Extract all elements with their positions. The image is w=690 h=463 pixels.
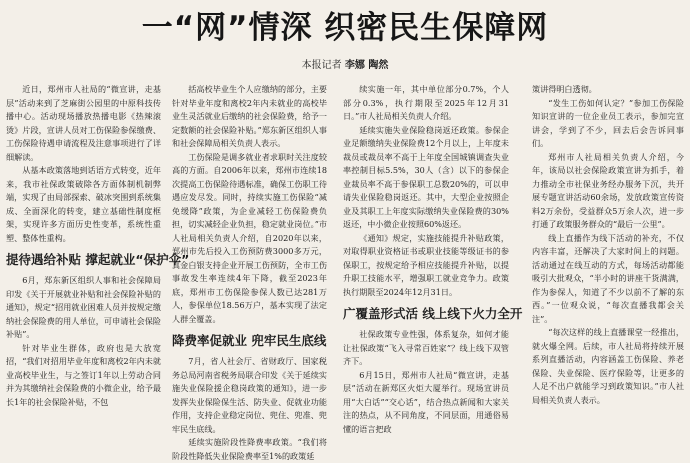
article-column-1 [6, 83, 190, 407]
paragraph: 社保政策专业性强，体系复杂，如何才能让社保政策“飞入寻常百姓家”？线上线下双管齐下。 [343, 329, 509, 366]
paragraph: 策讲得明白透彻。 [532, 84, 597, 94]
byline-prefix: 本报记者 [301, 60, 342, 71]
section-heading: 提待遇给补贴 撑起就业“保护伞” [6, 252, 190, 267]
paragraph: 郑州市人社局相关负责人介绍，今年，该局以社会保险政策宣讲为抓手，着力推动全市社保业务经办服务下沉，共开展专题宣讲活动60余场，发放政策宣传资料2万余份，受益群众5万余人次，进一步打通了政策服务群众的“最后一公里”。 [532, 151, 684, 229]
paragraph: 6月，郑东新区组织人事和社会保障局印发《关于开展就业补贴和社会保险补贴的通知》，规定“招用就业困难人员并按规定缴纳社会保险费的用人单位，可申请社会保险补贴”。 [6, 275, 161, 339]
paragraph: 续实施一年，其中单位部分0.7%，个人部分0.3%，执行期限至2025年12月31日。”市人社局相关负责人介绍。 [343, 84, 509, 121]
paragraph: 7月，省人社会厅、省财政厅、国家税务总局河南省税务局联合印发《关于延续实施失业保险援企稳岗政策的通知》，进一步发挥失业保险保生活、防失业、促就业功能作用，支持企业稳定岗位、兜住、兜准、兜牢民生底线。 [172, 356, 327, 434]
section-heading: 降费率促就业 兜牢民生底线 [172, 333, 327, 348]
byline-authors: 李娜 陶然 [344, 60, 389, 71]
headline: 一“网”情深 织密民生保障网 [141, 10, 549, 46]
byline [0, 56, 690, 71]
paragraph: 括高校毕业生个人应缴纳的部分，主要针对毕业年度和离校2年内未就业的高校毕业生灵活就业后缴纳的社会保险费，给予一定数额的社会保险补贴。”郑东新区组织人事和社会保障局相关负责人表示。 [172, 84, 327, 148]
paragraph: 从基本政策落地到话语方式转变，近年来，我市社保政策破除各方面体制机制弊端，实现了由局部探索、破冰突围到系统集成、全面深化的转变，建立基础性制度框架，实现许多方面历史性变革，系统性重塑、整体性重构。 [6, 165, 161, 243]
paragraph: 延续实施阶段性降费率政策。“我们将阶段性降低失业保险费率至1%的政策延 [172, 437, 327, 461]
section-heading: 广覆盖形式活 线上线下火力全开 [343, 306, 523, 321]
paragraph: “每次这样的线上直播课堂一经推出，就火爆全网。后续，市人社局将持续开展系列直播活动，内容涵盖工伤保险、养老保险、失业保险、医疗保险等，让更多的人足不出户就能学习到政策知识。”市人社局相关负责人表示。 [532, 327, 684, 405]
paragraph: 针对毕业生群体，政府也是大放宽招，“我们对招用毕业年度和离校2年内未就业高校毕业生，与之签订1年以上劳动合同并为其缴纳社会保险费的小微企业，给予最长1年的社会保险补贴，不包 [6, 342, 161, 407]
paragraph: 延续实施失业保险稳岗返还政策。参保企业足额缴纳失业保险费12个月以上，上年度未裁员或裁员率不高于上年度全国城镇调查失业率控制目标5.5%，30人（含）以下的参保企业裁员率不高于参保职工总数20%的，可以申请失业保险稳岗返还。其中，大型企业按照企业及其职工上年度实际缴纳失业保险费的30%返还，中小微企业按照60%返还。 [343, 124, 509, 229]
paragraph: 6月15日，郑州市人社局“微宣讲，走基层”活动在新郑区火炬大厦举行。现场宣讲员用“大白话”“交心话”，结合热点新闻和大家关注的热点，从不同角度，不同层面，用通俗易懂的语言把政 [343, 369, 509, 434]
paragraph: 近日，郑州市人社局的“微宣讲，走基层”活动来到了芝麻街公园里的中原科技传播中心。活动现场播放热播电影《热辣滚烫》片段，宣讲人员对工伤保险参保缴费、工伤保险待遇申请流程及注意事项进行了详细解读。 [6, 84, 161, 162]
paragraph: 《通知》规定，实施技能提升补贴政策，对取得职业资格证书或职业技能等级证书的参保职工，按规定给予相应技能提升补贴，以提升职工技能水平，增强职工就业竞争力。政策执行期限至2024年12月31日。 [343, 232, 509, 297]
paragraph: 工伤保险是调多就业者求职时关注度较高的方面。自2006年以来，郑州市连续18次提高工伤保险待遇标准，确保工伤职工待遇应发尽发。同时，持续实施工伤保险“减免缓降”政策，为企业减轻工伤保险费负担，切实减轻企业负担，稳定就业岗位。”市人社局相关负责人介绍，自2020年以来，郑州市先后投入工伤预防费3000多万元，真金白银支持企业开展工伤预防，全市工伤事故发生率连续4年下降，截至2023年底，郑州市工伤保险参保人数已达281万人，参保单位18.56万户，基本实现了法定人群全覆盖。 [172, 151, 327, 324]
article-column-3 [343, 83, 523, 434]
article-column-2 [172, 83, 327, 461]
paragraph: 线上直播作为线下活动的补充，不仅内容丰富，还解决了大家时间上的问题。活动通过在线互动的方式，每场活动都能吸引大批观众，“半小时的讲座干货满满，作为参保人，知道了不少以前不了解的东西。”一位观众说，“每次直播我都会关注”。 [532, 232, 684, 324]
article-column-4 [532, 83, 684, 405]
paragraph: “发生工伤如何认定？”参加工伤保险知识宣讲的一位企业员工表示，参加完宣讲会，学到了不少，回去后会告诉同事们。 [532, 97, 684, 148]
